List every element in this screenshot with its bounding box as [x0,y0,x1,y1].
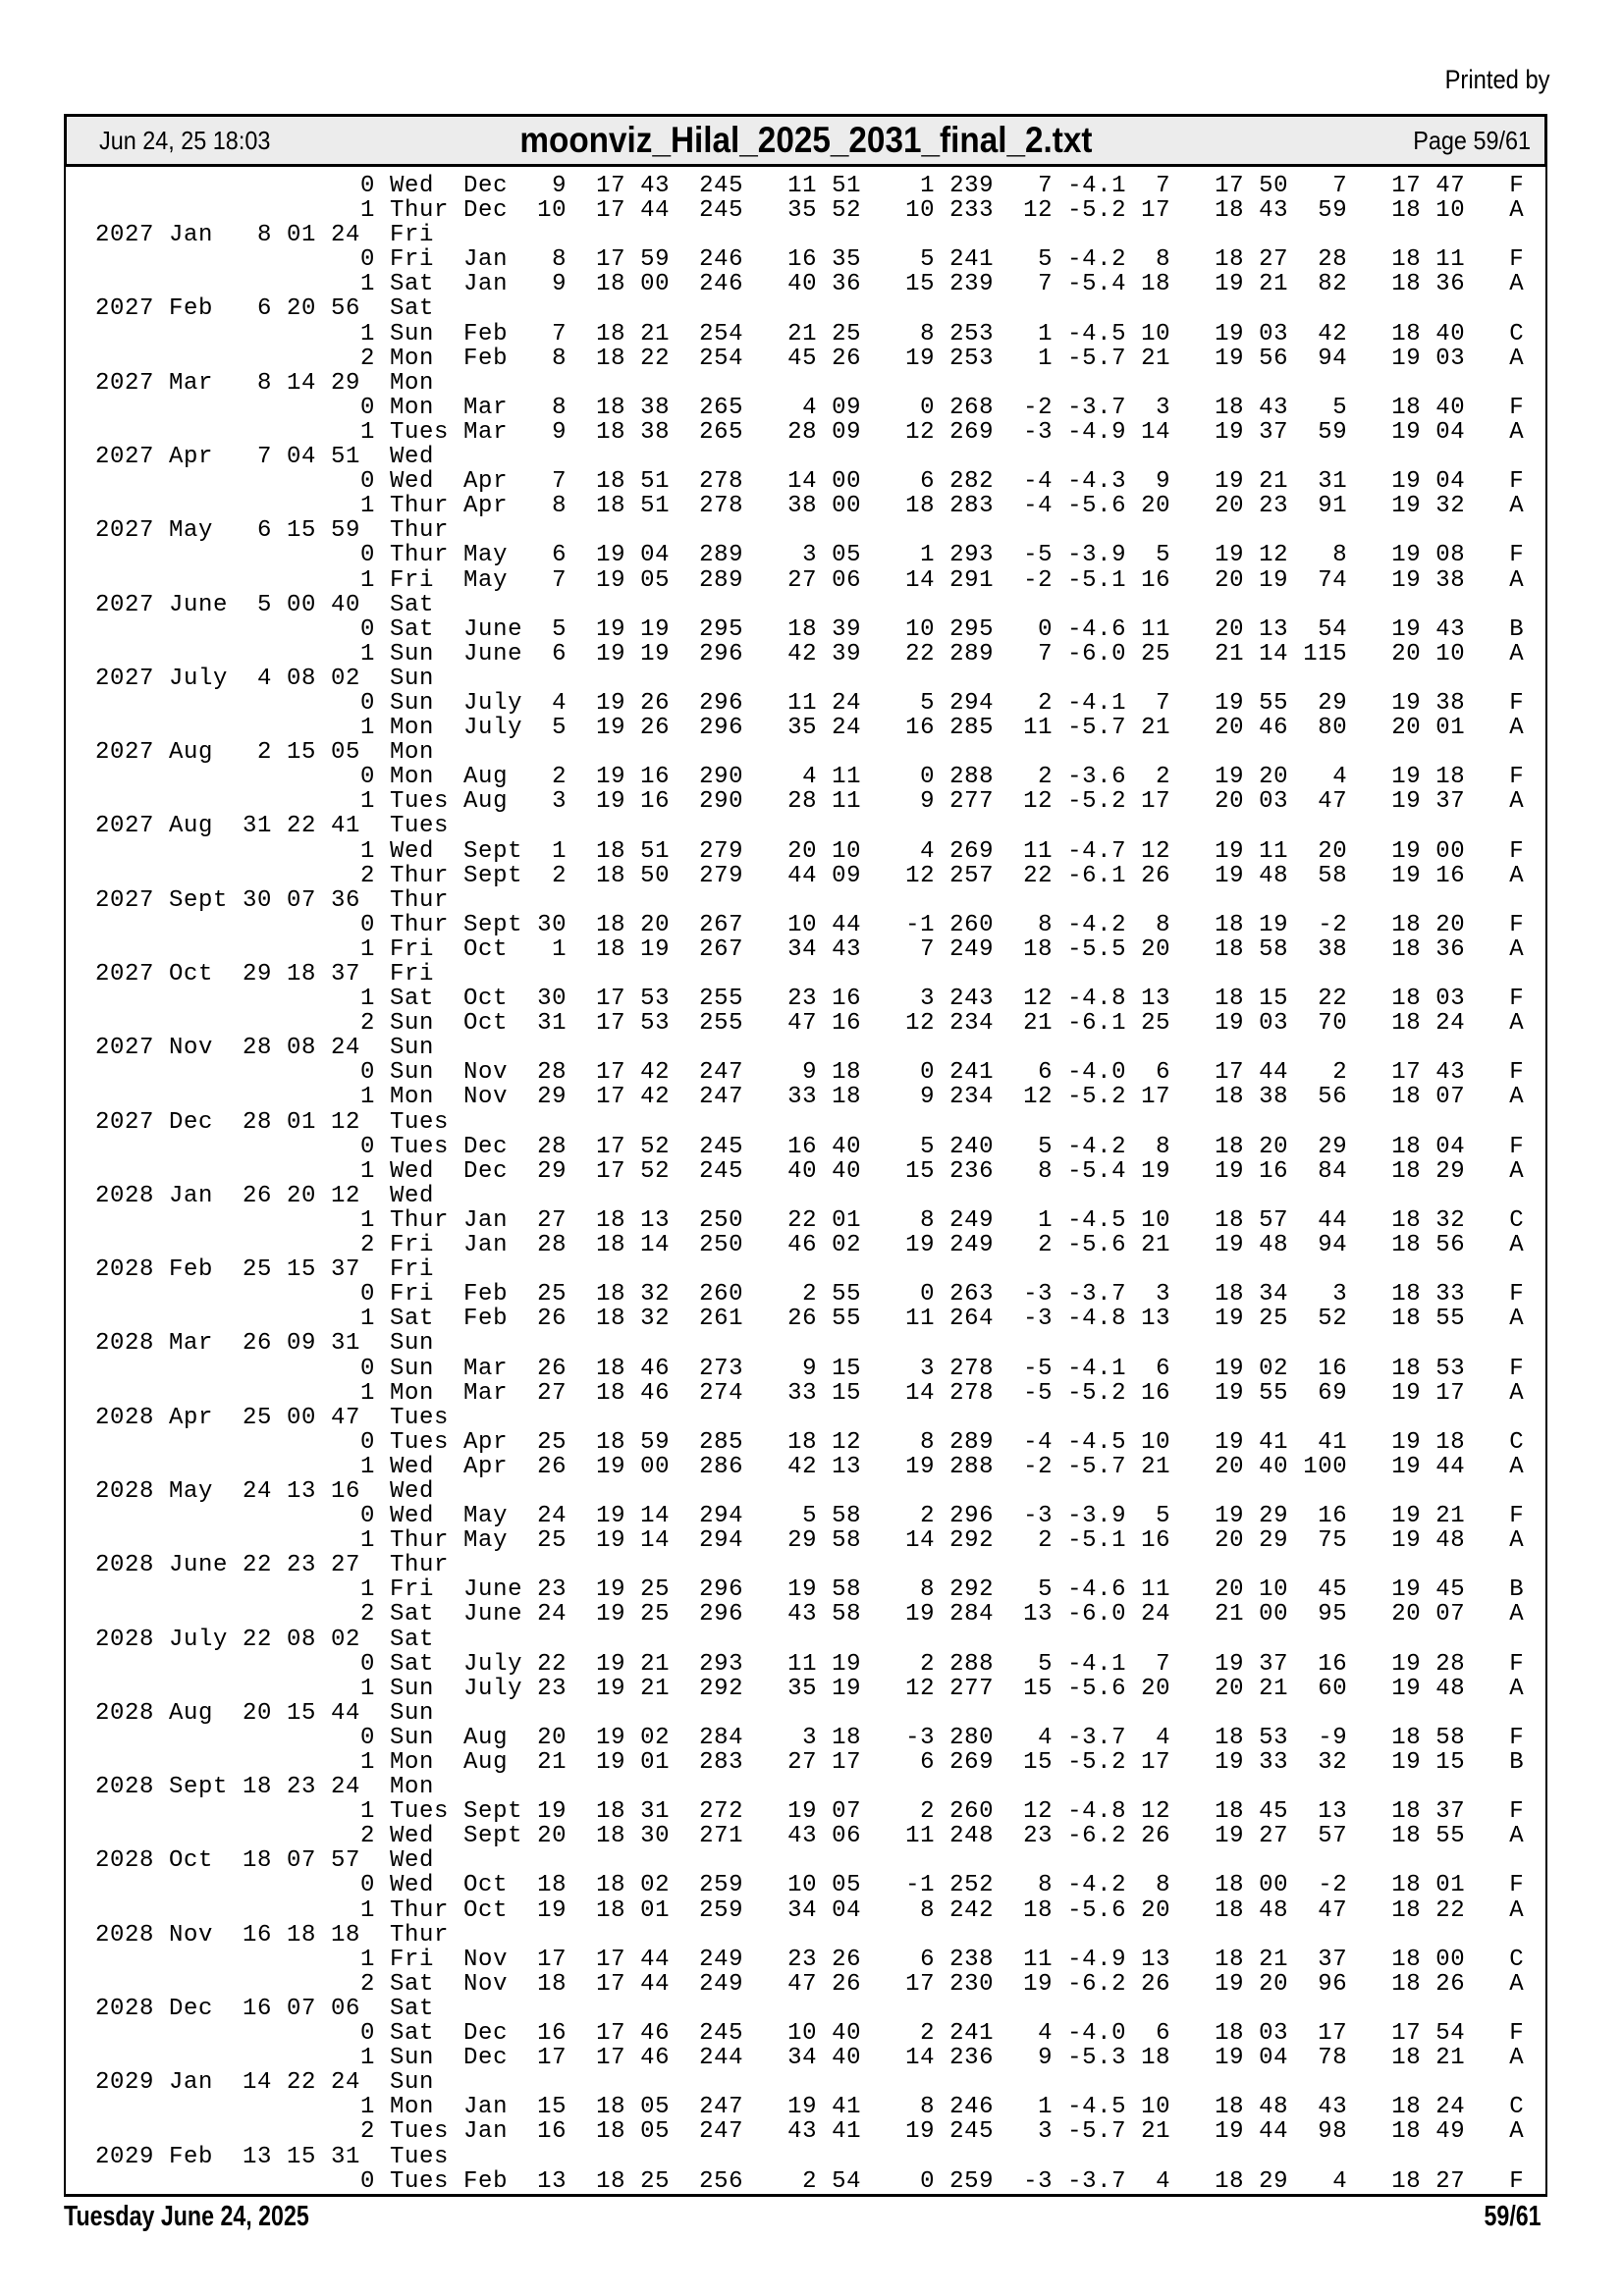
text-line: 0 Mon Mar 8 18 38 265 4 09 0 268 -2 -3.7 3 18 43 5 18 40 F [95,394,1525,421]
text-line: 2 Sun Oct 31 17 53 255 47 16 12 234 21 -6.1 25 19 03 70 18 24 A [95,1010,1525,1038]
text-line: 2028 May 24 13 16 Wed [95,1477,435,1505]
text-line: 2027 Apr 7 04 51 Wed [95,444,435,471]
text-line: 0 Sun July 4 19 26 296 11 24 5 294 2 -4.1 7 19 55 29 19 38 F [95,689,1525,717]
text-line: 1 Fri June 23 19 25 296 19 58 8 292 5 -4.6 11 20 10 45 19 45 B [95,1576,1525,1604]
text-line: 1 Thur May 25 19 14 294 29 58 14 292 2 -5.1 16 20 29 75 19 48 A [95,1527,1525,1555]
text-line: 1 Mon Aug 21 19 01 283 27 17 6 269 15 -5.2 17 19 33 32 19 15 B [95,1749,1525,1776]
text-line: 2027 Nov 28 08 24 Sun [95,1035,435,1062]
text-line: 1 Mon July 5 19 26 296 35 24 16 285 11 -5.7 21 20 46 80 20 01 A [95,715,1525,742]
text-line: 2028 Sept 18 23 24 Mon [95,1774,435,1801]
text-line: 2028 Jan 26 20 12 Wed [95,1182,435,1209]
text-line: 2028 June 22 23 27 Thur [95,1552,450,1579]
printed-by-label: Printed by [1445,65,1550,94]
text-line: 0 Thur Sept 30 18 20 267 10 44 -1 260 8 -4.2 8 18 19 -2 18 20 F [95,911,1525,938]
text-line: 1 Mon Mar 27 18 46 274 33 15 14 278 -5 -5.2 16 19 55 69 19 17 A [95,1379,1525,1407]
text-line: 2 Wed Sept 20 18 30 271 43 06 11 248 23 -6.2 26 19 27 57 18 55 A [95,1823,1525,1850]
text-line: 2 Fri Jan 28 18 14 250 46 02 19 249 2 -5.6 21 19 48 94 18 56 A [95,1232,1525,1259]
text-line: 1 Sun Feb 7 18 21 254 21 25 8 253 1 -4.5 10 19 03 42 18 40 C [95,320,1525,347]
text-line: 1 Sat Jan 9 18 00 246 40 36 15 239 7 -5.4 18 19 21 82 18 36 A [95,271,1525,298]
text-line: 0 Wed Apr 7 18 51 278 14 00 6 282 -4 -4.3 9 19 21 31 19 04 F [95,468,1525,496]
text-line: 2 Sat June 24 19 25 296 43 58 19 284 13 -6.0 24 21 00 95 20 07 A [95,1601,1525,1629]
text-line: 0 Sun Nov 28 17 42 247 9 18 0 241 6 -4.0 6 17 44 2 17 43 F [95,1059,1525,1087]
footer-date: Tuesday June 24, 2025 [64,2201,309,2232]
text-line: 0 Tues Feb 13 18 25 256 2 54 0 259 -3 -3.7 4 18 29 4 18 27 F [95,2167,1525,2195]
text-line: 2027 May 6 15 59 Thur [95,517,450,545]
text-line: 1 Wed Dec 29 17 52 245 40 40 15 236 8 -5.4 19 19 16 84 18 29 A [95,1157,1525,1185]
document-body-frame [64,167,1547,2197]
text-line: 1 Tues Sept 19 18 31 272 19 07 2 260 12 -4.8 12 18 45 13 18 37 F [95,1798,1525,1826]
document-filename-text: moonviz_Hilal_2025_2031_final_2.txt [518,120,1093,160]
text-line: 2027 Mar 8 14 29 Mon [95,369,435,397]
text-line: 2028 Feb 25 15 37 Fri [95,1256,435,1284]
text-line: 1 Sun June 6 19 19 296 42 39 22 289 7 -6.0 25 21 14 115 20 10 A [95,640,1525,667]
text-line: 1 Sat Oct 30 17 53 255 23 16 3 243 12 -4.8 13 18 15 22 18 03 F [95,986,1525,1013]
text-line: 0 Fri Feb 25 18 32 260 2 55 0 263 -3 -3.7 3 18 34 3 18 33 F [95,1281,1525,1308]
header-page-number: Page 59/61 [1413,125,1531,155]
header-datetime: Jun 24, 25 18:03 [99,125,271,155]
text-line: 2028 Apr 25 00 47 Tues [95,1404,450,1431]
page-footer [64,2201,1542,2233]
text-line: 1 Fri Oct 1 18 19 267 34 43 7 249 18 -5.5 20 18 58 38 18 36 A [95,935,1525,963]
text-line: 0 Sun Mar 26 18 46 273 9 15 3 278 -5 -4.1 6 19 02 16 18 53 F [95,1355,1525,1382]
text-line: 2027 Dec 28 01 12 Tues [95,1108,450,1136]
text-line: 1 Thur Dec 10 17 44 245 35 52 10 233 12 -5.2 17 18 43 59 18 10 A [95,197,1525,225]
text-line: 2028 Nov 16 18 18 Thur [95,1921,450,1949]
text-line: 2 Tues Jan 16 18 05 247 43 41 19 245 3 -5.7 21 19 44 98 18 49 A [95,2118,1525,2146]
text-line: 0 Wed Oct 18 18 02 259 10 05 -1 252 8 -4.2 8 18 00 -2 18 01 F [95,1872,1525,1899]
text-line: 2027 Jan 8 01 24 Fri [95,222,435,249]
text-line: 0 Sun Aug 20 19 02 284 3 18 -3 280 4 -3.7 4 18 53 -9 18 58 F [95,1724,1525,1751]
text-line: 2028 Mar 26 09 31 Sun [95,1330,435,1358]
text-line: 0 Mon Aug 2 19 16 290 4 11 0 288 2 -3.6 2 19 20 4 19 18 F [95,764,1525,791]
text-line: 2028 Aug 20 15 44 Sun [95,1699,435,1727]
text-line: 1 Fri Nov 17 17 44 249 23 26 6 238 11 -4.9 13 18 21 37 18 00 C [95,1946,1525,1973]
text-line: 0 Tues Apr 25 18 59 285 18 12 8 289 -4 -4.5 10 19 41 41 19 18 C [95,1428,1525,1456]
document-filename [67,120,1544,161]
text-line: 1 Sat Feb 26 18 32 261 26 55 11 264 -3 -4.8 13 19 25 52 18 55 A [95,1306,1525,1333]
text-line: 1 Thur Oct 19 18 01 259 34 04 8 242 18 -5.6 20 18 48 47 18 22 A [95,1896,1525,1924]
text-line: 2028 July 22 08 02 Sat [95,1626,435,1653]
text-line: 2027 Sept 30 07 36 Thur [95,886,450,914]
text-line: 2 Mon Feb 8 18 22 254 45 26 19 253 1 -5.7 21 19 56 94 19 03 A [95,345,1525,372]
text-line: 2027 Aug 31 22 41 Tues [95,813,450,840]
text-line: 2028 Oct 18 07 57 Wed [95,1847,435,1875]
text-line: 0 Fri Jan 8 17 59 246 16 35 5 241 5 -4.2 8 18 27 28 18 11 F [95,246,1525,274]
text-line: 2027 Oct 29 18 37 Fri [95,961,435,988]
text-line: 0 Sat June 5 19 19 295 18 39 10 295 0 -4.6 11 20 13 54 19 43 B [95,615,1525,643]
text-line: 2027 Aug 2 15 05 Mon [95,739,435,767]
text-line: 1 Wed Sept 1 18 51 279 20 10 4 269 11 -4.7 12 19 11 20 19 00 F [95,837,1525,865]
text-line: 2029 Jan 14 22 24 Sun [95,2069,435,2097]
page-header-bar [64,114,1547,167]
text-line: 2027 July 4 08 02 Sun [95,665,435,692]
text-line: 1 Wed Apr 26 19 00 286 42 13 19 288 -2 -5.7 21 20 40 100 19 44 A [95,1453,1525,1480]
text-line: 0 Wed May 24 19 14 294 5 58 2 296 -3 -3.9 5 19 29 16 19 21 F [95,1503,1525,1530]
text-line: 2027 June 5 00 40 Sat [95,591,435,618]
text-line: 1 Fri May 7 19 05 289 27 06 14 291 -2 -5.1 16 20 19 74 19 38 A [95,566,1525,594]
text-line: 0 Sat July 22 19 21 293 11 19 2 288 5 -4.1 7 19 37 16 19 28 F [95,1650,1525,1678]
text-line: 2 Sat Nov 18 17 44 249 47 26 17 230 19 -6.2 26 19 20 96 18 26 A [95,1970,1525,1998]
text-line: 1 Tues Aug 3 19 16 290 28 11 9 277 12 -5.2 17 20 03 47 19 37 A [95,788,1525,816]
text-line: 2029 Feb 13 15 31 Tues [95,2143,450,2170]
text-line: 1 Sun July 23 19 21 292 35 19 12 277 15 -5.6 20 20 21 60 19 48 A [95,1675,1525,1702]
text-line: 0 Tues Dec 28 17 52 245 16 40 5 240 5 -4.2 8 18 20 29 18 04 F [95,1133,1525,1160]
text-line: 1 Mon Jan 15 18 05 247 19 41 8 246 1 -4.5 10 18 48 43 18 24 C [95,2094,1525,2121]
text-line: 1 Mon Nov 29 17 42 247 33 18 9 234 12 -5.2 17 18 38 56 18 07 A [95,1084,1525,1111]
text-line: 1 Tues Mar 9 18 38 265 28 09 12 269 -3 -4.9 14 19 37 59 19 04 A [95,418,1525,446]
text-line: 0 Thur May 6 19 04 289 3 05 1 293 -5 -3.9 5 19 12 8 19 08 F [95,542,1525,569]
text-line: 1 Sun Dec 17 17 46 244 34 40 14 236 9 -5.3 18 19 04 78 18 21 A [95,2045,1525,2072]
text-line: 0 Wed Dec 9 17 43 245 11 51 1 239 7 -4.1 7 17 50 7 17 47 F [95,173,1525,199]
footer-page-number: 59/61 [1484,2201,1542,2232]
text-line: 0 Sat Dec 16 17 46 245 10 40 2 241 4 -4.0 6 18 03 17 17 54 F [95,2020,1525,2048]
document-lines [66,167,1545,2194]
text-line: 1 Thur Apr 8 18 51 278 38 00 18 283 -4 -5.6 20 20 23 91 19 32 A [95,493,1525,520]
text-line: 2028 Dec 16 07 06 Sat [95,1995,435,2022]
text-line: 1 Thur Jan 27 18 13 250 22 01 8 249 1 -4.5 10 18 57 44 18 32 C [95,1206,1525,1234]
text-line: 2027 Feb 6 20 56 Sat [95,295,435,323]
text-line: 2 Thur Sept 2 18 50 279 44 09 12 257 22 -6.1 26 19 48 58 19 16 A [95,862,1525,889]
